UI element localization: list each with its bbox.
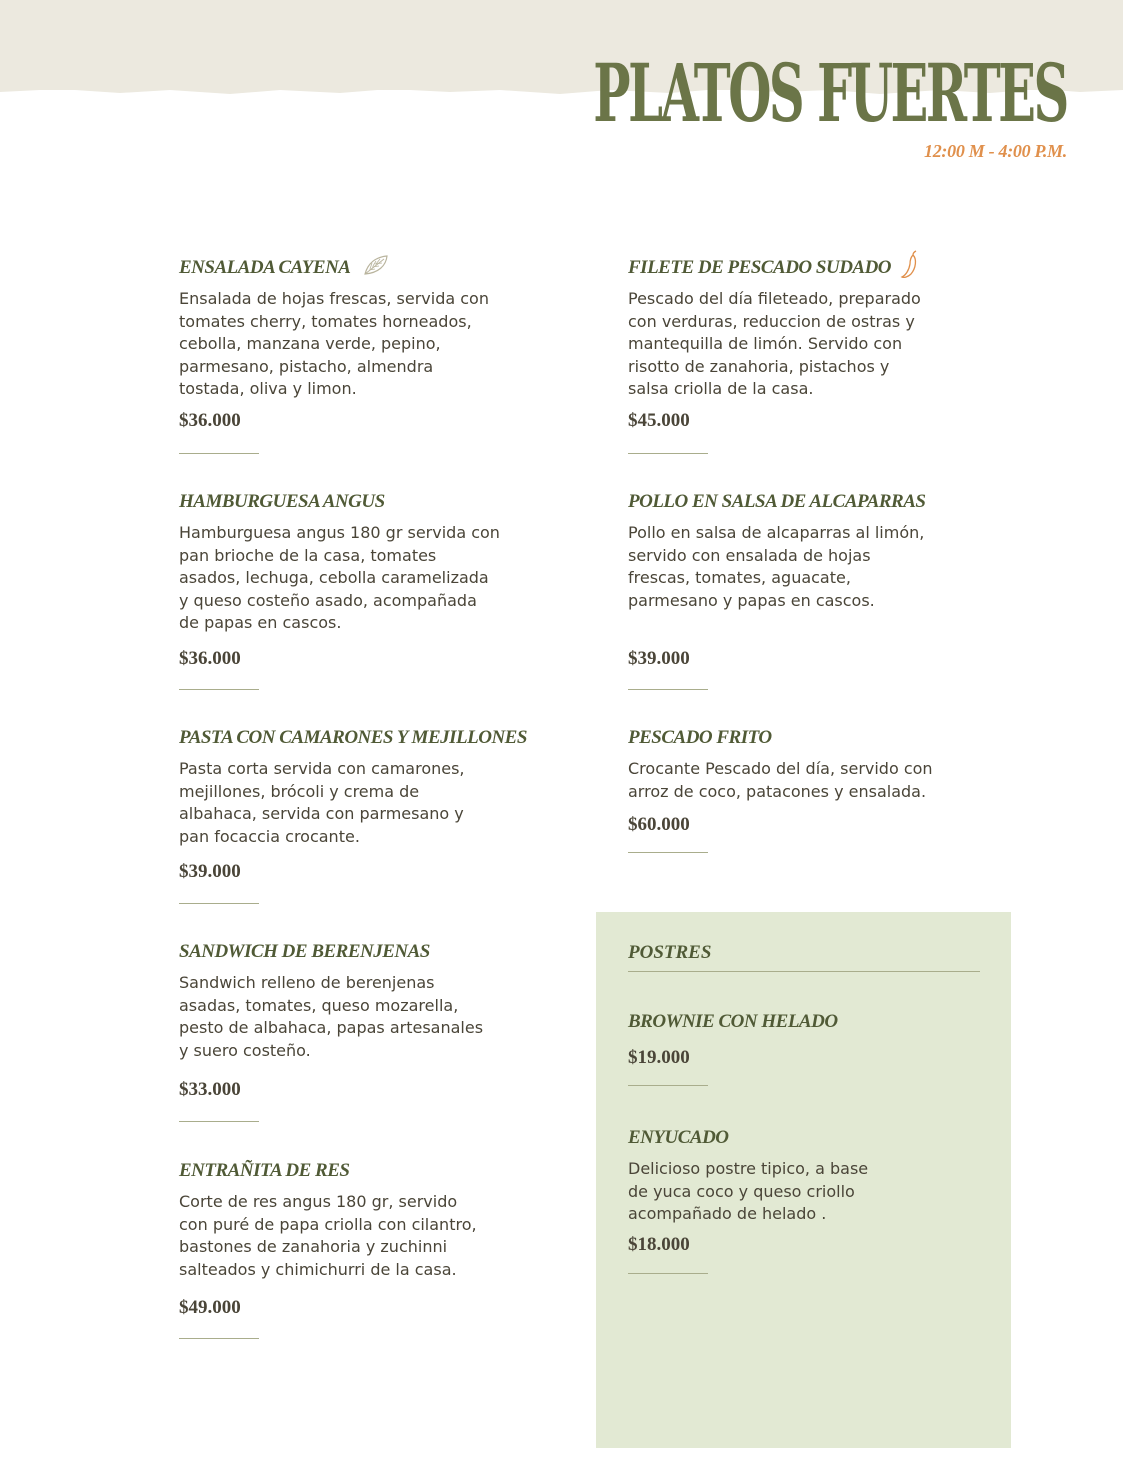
menu-item bbox=[179, 257, 559, 431]
item-divider bbox=[628, 1085, 708, 1086]
item-divider bbox=[179, 1338, 259, 1339]
leaf-icon bbox=[362, 253, 390, 283]
item-description: Pescado del día fileteado, preparado con verduras, reduccion de ostras y mantequilla de limón. Servido con risotto de zanahoria, pistachos y salsa criolla de la casa. bbox=[628, 289, 921, 399]
item-name: ENSALADA CAYENA bbox=[179, 257, 351, 278]
item-price: $49.000 bbox=[179, 1297, 241, 1318]
item-price: $36.000 bbox=[179, 410, 241, 431]
chili-pepper-icon bbox=[899, 250, 921, 286]
item-description: Corte de res angus 180 gr, servido con puré de papa criolla con cilantro, bastones de zanahoria y zuchinni salteados y chimichurri de la casa. bbox=[179, 1192, 477, 1279]
item-description: Delicioso postre tipico, a base de yuca coco y queso criollo acompañado de helado . bbox=[628, 1159, 869, 1224]
item-description: Pasta corta servida con camarones, mejillones, brócoli y crema de albahaca, servida con parmesano y pan focaccia crocante. bbox=[179, 759, 465, 846]
item-price: $33.000 bbox=[179, 1079, 241, 1100]
item-divider bbox=[628, 689, 708, 690]
item-divider bbox=[628, 453, 708, 454]
menu-item bbox=[628, 491, 1008, 669]
item-description: Hamburguesa angus 180 gr servida con pan brioche de la casa, tomates asados, lechuga, cebolla caramelizada y queso costeño asado, acompañada de papas en cascos. bbox=[179, 523, 500, 633]
item-divider bbox=[179, 689, 259, 690]
service-hours: 12:00 M - 4:00 P.M. bbox=[924, 141, 1067, 161]
item-name: SANDWICH DE BERENJENAS bbox=[179, 941, 430, 962]
item-name: HAMBURGUESA ANGUS bbox=[179, 491, 385, 512]
dessert-item bbox=[628, 1127, 1008, 1255]
item-divider bbox=[179, 453, 259, 454]
dessert-item bbox=[628, 1011, 1008, 1068]
item-price: $18.000 bbox=[628, 1234, 690, 1255]
item-price: $39.000 bbox=[179, 861, 241, 882]
item-price: $19.000 bbox=[628, 1047, 690, 1068]
item-name: POLLO EN SALSA DE ALCAPARRAS bbox=[628, 491, 926, 512]
item-description: Pollo en salsa de alcaparras al limón, servido con ensalada de hojas frescas, tomates, aguacate, parmesano y papas en cascos. bbox=[628, 523, 925, 610]
item-divider bbox=[179, 1121, 259, 1122]
desserts-heading-divider bbox=[628, 971, 980, 972]
page-title: PLATOS FUERTES bbox=[593, 46, 1067, 140]
item-name: PASTA CON CAMARONES Y MEJILLONES bbox=[179, 727, 527, 748]
menu-item bbox=[628, 257, 1008, 431]
item-name: ENYUCADO bbox=[628, 1127, 729, 1148]
item-divider bbox=[179, 903, 259, 904]
item-price: $45.000 bbox=[628, 410, 690, 431]
menu-item bbox=[179, 491, 559, 669]
item-price: $39.000 bbox=[628, 648, 690, 669]
item-name: ENTRAÑITA DE RES bbox=[179, 1160, 350, 1181]
item-price: $36.000 bbox=[179, 648, 241, 669]
item-description: Sandwich relleno de berenjenas asadas, tomates, queso mozarella, pesto de albahaca, papas artesanales y suero costeño. bbox=[179, 973, 484, 1060]
menu-item bbox=[179, 727, 559, 882]
item-name: BROWNIE CON HELADO bbox=[628, 1011, 838, 1032]
item-divider bbox=[628, 1273, 708, 1274]
desserts-heading: POSTRES bbox=[628, 942, 712, 963]
item-name: PESCADO FRITO bbox=[628, 727, 772, 748]
item-price: $60.000 bbox=[628, 814, 690, 835]
menu-item bbox=[179, 1160, 559, 1318]
item-description: Ensalada de hojas frescas, servida con tomates cherry, tomates horneados, cebolla, manzana verde, pepino, parmesano, pistacho, almendra tostada, oliva y limon. bbox=[179, 289, 489, 399]
menu-item bbox=[179, 941, 559, 1100]
menu-item bbox=[628, 727, 1008, 835]
item-description: Crocante Pescado del día, servido con arroz de coco, patacones y ensalada. bbox=[628, 759, 933, 801]
item-divider bbox=[628, 852, 708, 853]
item-name: FILETE DE PESCADO SUDADO bbox=[628, 257, 892, 278]
